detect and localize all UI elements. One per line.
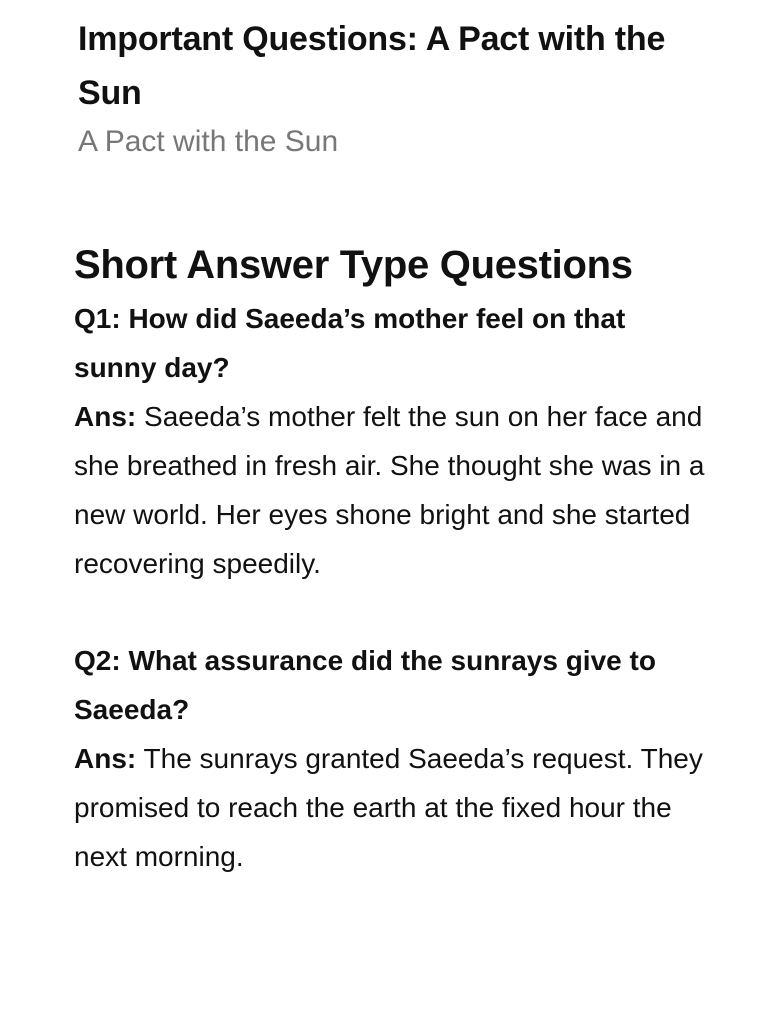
question-2: Q2: What assurance did the sunrays give to Saeeda? (74, 645, 656, 725)
article-content (74, 236, 714, 881)
section-heading: Short Answer Type Questions (74, 243, 633, 287)
answer-2 (74, 734, 714, 881)
answer-1-label: Ans: (74, 401, 137, 432)
page-title: Important Questions: A Pact with the Sun (78, 20, 666, 112)
answer-1-text: Saeeda’s mother felt the sun on her face and she breathed in fresh air. She thought she was in a new world. Her eyes shone bright and she started recovering speedily. (74, 401, 705, 579)
question-answer-1 (74, 294, 714, 588)
answer-2-text: The sunrays granted Saeeda’s request. They promised to reach the earth at the fixed hour the next morning. (74, 743, 703, 872)
question-1: Q1: How did Saeeda’s mother feel on that sunny day? (74, 303, 626, 383)
article-header (78, 12, 718, 164)
question-answer-2 (74, 636, 714, 881)
page-subtitle: A Pact with the Sun (78, 125, 339, 158)
answer-2-label: Ans: (74, 743, 137, 774)
answer-1 (74, 392, 714, 588)
